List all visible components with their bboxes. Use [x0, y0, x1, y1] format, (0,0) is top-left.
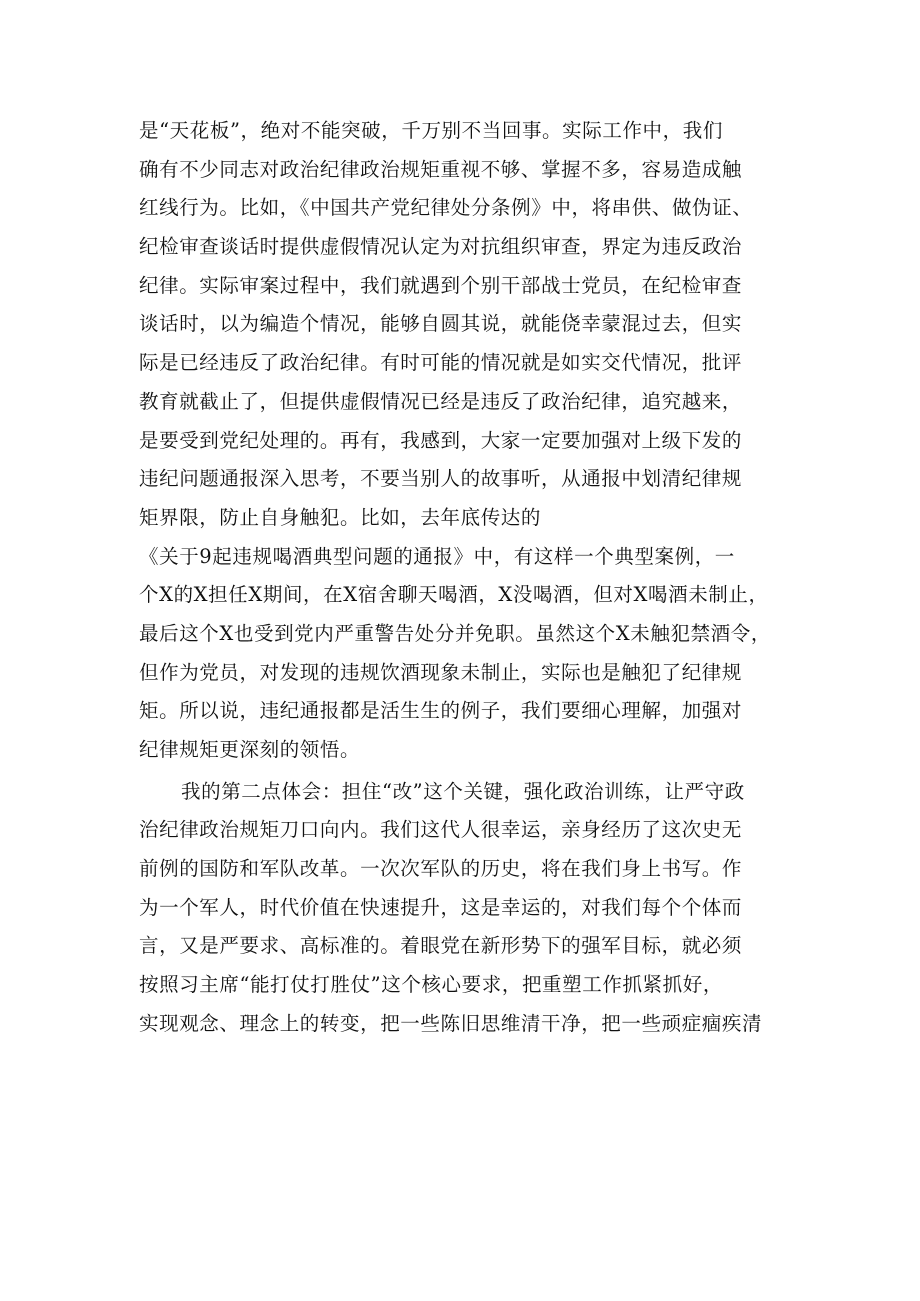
text-line: 红线行为。比如，《中国共产党纪律处分条例》中，将串供、做伪证、 — [139, 196, 753, 220]
text-line: 但作为党员，对发现的违规饮酒现象未制止，实际也是触犯了纪律规 — [139, 660, 743, 684]
text-line: 前例的国防和军队改革。一次次军队的历史，将在我们身上书写。作 — [139, 857, 743, 881]
text-line: 个X的X担任X期间，在X宿舍聊天喝酒，X没喝酒，但对X喝酒未制止， — [139, 583, 769, 607]
text-line: 为一个军人，时代价值在快速提升，这是幸运的，对我们每个个体而 — [139, 895, 743, 919]
body-text — [139, 112, 819, 1044]
text-line: 矩。所以说，违纪通报都是活生生的例子，我们要细心理解，加强对 — [139, 699, 743, 723]
text-line: 际是已经违反了政治纪律。有时可能的情况就是如实交代情况，批评 — [139, 351, 743, 375]
text-line: 《关于9起违规喝酒典型问题的通报》中，有这样一个典型案例，一 — [139, 544, 735, 568]
text-line: 纪律规矩更深刻的领悟。 — [139, 738, 361, 761]
paragraph-start-line: 我的第二点体会：担住“改”这个关键，强化政治训练，让严守政 — [181, 779, 745, 803]
text-line: 教育就截止了，但提供虚假情况已经是违反了政治纪律，追究越来， — [139, 389, 743, 413]
text-line: 按照习主席“能打仗打胜仗”这个核心要求，把重塑工作抓紧抓好， — [139, 973, 723, 997]
text-line: 实现观念、理念上的转变，把一些陈旧思维清干净，把一些顽症痼疾清 — [139, 1011, 763, 1035]
text-line: 纪律。实际审案过程中，我们就遇到个别干部战士党员，在纪检审查 — [139, 273, 743, 297]
text-line: 治纪律政治规矩刀口向内。我们这代人很幸运，亲身经历了这次史无 — [139, 818, 743, 842]
text-line: 违纪问题通报深入思考，不要当别人的故事听，从通报中划清纪律规 — [139, 467, 743, 491]
text-line: 是要受到党纪处理的。再有，我感到，大家一定要加强对上级下发的 — [139, 428, 743, 452]
text-line: 确有不少同志对政治纪律政治规矩重视不够、掌握不多，容易造成触 — [139, 157, 743, 181]
text-line: 最后这个X也受到党内严重警告处分并免职。虽然这个X未触犯禁酒令， — [139, 621, 771, 645]
text-line: 矩界限，防止自身触犯。比如，去年底传达的 — [139, 505, 542, 529]
text-line: 谈话时，以为编造个情况，能够自圆其说，就能侥幸蒙混过去，但实 — [139, 312, 743, 336]
text-line: 是“天花板”，绝对不能突破，千万别不当回事。实际工作中，我们 — [139, 119, 723, 142]
text-line: 言，又是严要求、高标准的。着眼党在新形势下的强军目标，就必须 — [139, 934, 743, 958]
text-line: 纪检审查谈话时提供虚假情况认定为对抗组织审查，界定为违反政治 — [139, 235, 743, 259]
